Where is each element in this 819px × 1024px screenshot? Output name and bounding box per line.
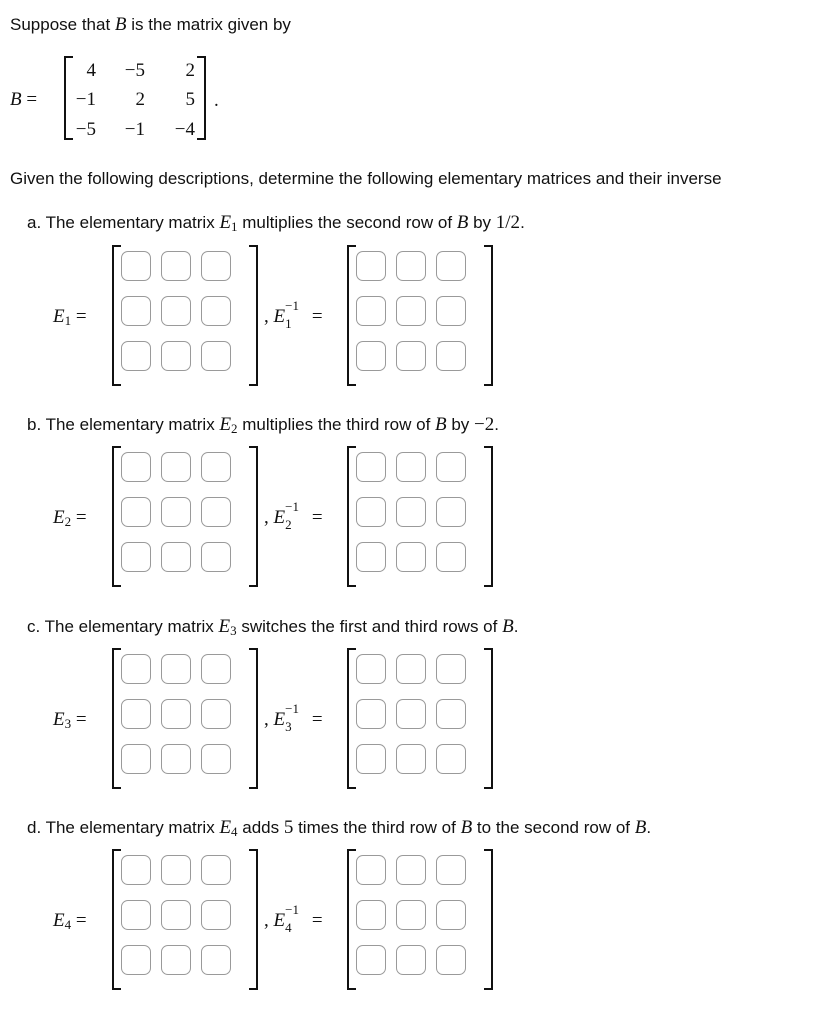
matrix-subscript: 3 xyxy=(64,716,72,731)
comma: , xyxy=(264,306,274,327)
comma: , xyxy=(264,910,274,931)
part-c-E-entry-input[interactable] xyxy=(121,654,151,684)
part-text: . xyxy=(494,415,499,434)
matrix-symbol: E xyxy=(53,306,65,327)
equals-sign: = xyxy=(71,709,87,730)
part-a-E-inverse-entry-input[interactable] xyxy=(356,296,386,326)
part-b-E-entry-input[interactable] xyxy=(121,497,151,527)
part-c-E-entry-input[interactable] xyxy=(161,654,191,684)
part-c-E-left-bracket xyxy=(112,648,121,789)
part-d-E-entry-input[interactable] xyxy=(201,855,231,885)
part-a-E-entry-input[interactable] xyxy=(121,296,151,326)
part-d-E-entry-input[interactable] xyxy=(201,945,231,975)
part-b-E-inverse-right-bracket xyxy=(484,446,493,587)
part-d-E-inverse-right-bracket xyxy=(484,849,493,990)
part-c-E-entry-input[interactable] xyxy=(201,699,231,729)
matrix-subscript: 2 xyxy=(231,421,238,436)
part-d-E-inverse-entry-input[interactable] xyxy=(436,900,466,930)
part-text: times the third row of xyxy=(293,818,461,837)
matrix-subscript: 2 xyxy=(64,514,72,529)
part-c-E-inverse-entry-input[interactable] xyxy=(436,654,466,684)
equals-sign: = xyxy=(307,709,323,730)
part-d-E-inverse-entry-input[interactable] xyxy=(396,900,426,930)
matrix-subscript: 3 xyxy=(230,623,237,638)
part-d-E-entry-input[interactable] xyxy=(201,900,231,930)
part-c-E-label xyxy=(53,709,87,732)
matrix-symbol: B xyxy=(456,212,469,233)
part-a-E-entry-input[interactable] xyxy=(121,251,151,281)
part-text: . xyxy=(513,617,519,636)
part-a-E-entry-input[interactable] xyxy=(201,296,231,326)
part-c-E-entry-input[interactable] xyxy=(201,654,231,684)
part-text: to the second row of xyxy=(472,818,635,837)
part-c-E-inverse-entry-input[interactable] xyxy=(396,699,426,729)
matrix-symbol: $E_3$ xyxy=(218,616,237,638)
part-c-E-entry-input[interactable] xyxy=(201,744,231,774)
part-b-E-left-bracket xyxy=(112,446,121,587)
part-a-E-inverse-entry-input[interactable] xyxy=(436,296,466,326)
part-text: a. The elementary matrix xyxy=(27,213,220,232)
part-c-E-entry-input[interactable] xyxy=(121,699,151,729)
part-b-E-inverse-entry-input[interactable] xyxy=(356,452,386,482)
part-b-E-entry-input[interactable] xyxy=(161,452,191,482)
matrix-B-cell: 5 xyxy=(185,89,195,110)
matrix-subscript: 4 xyxy=(64,917,72,932)
part-b-E-entry-input[interactable] xyxy=(121,542,151,572)
sub-sup-stack xyxy=(285,902,307,935)
part-d-E-inverse-entry-input[interactable] xyxy=(356,900,386,930)
intro-B: B xyxy=(114,14,127,35)
part-c-E-inverse-right-bracket xyxy=(484,648,493,789)
part-text: d. The elementary matrix xyxy=(27,818,220,837)
part-c-E-inverse-entry-input[interactable] xyxy=(356,744,386,774)
inverse-subscript: 1 xyxy=(285,316,292,331)
intro-prefix: Suppose that xyxy=(10,15,115,34)
matrix-B-cell: 2 xyxy=(185,60,195,81)
matrix-subscript: 1 xyxy=(231,219,238,234)
part-text: by xyxy=(468,213,496,232)
intro-text xyxy=(10,14,291,36)
inverse-subscript: 4 xyxy=(285,920,292,935)
equals-sign: = xyxy=(71,507,87,528)
inverse-superscript: −1 xyxy=(285,499,299,514)
inverse-superscript: −1 xyxy=(285,701,299,716)
matrix-B-cell: 2 xyxy=(135,89,145,110)
inverse-subscript: 2 xyxy=(285,517,292,532)
matrix-subscript: 4 xyxy=(231,824,238,839)
part-text: multiplies the third row of xyxy=(237,415,436,434)
sub-sup-stack xyxy=(285,701,307,734)
part-a-E-inverse-entry-input[interactable] xyxy=(396,296,426,326)
part-c-E-inverse-entry-input[interactable] xyxy=(436,699,466,729)
part-b-description xyxy=(27,414,499,437)
part-c-description xyxy=(27,616,518,639)
comma: , xyxy=(264,709,274,730)
matrix-B-cell: −1 xyxy=(75,89,96,110)
part-b-E-entry-input[interactable] xyxy=(161,542,191,572)
part-a-E-inverse-entry-input[interactable] xyxy=(436,251,466,281)
sub-sup-stack xyxy=(285,499,307,532)
part-b-E-entry-input[interactable] xyxy=(121,452,151,482)
matrix-B-cell: −5 xyxy=(124,60,145,81)
inverse-subscript: 3 xyxy=(285,719,292,734)
matrix-symbol: B xyxy=(435,414,447,435)
part-b-E-inverse-entry-input[interactable] xyxy=(436,542,466,572)
matrix-symbol: $E_4$ xyxy=(219,817,238,839)
equals-sign: = xyxy=(71,910,87,931)
part-d-E-right-bracket xyxy=(249,849,258,990)
part-b-E-inverse-entry-input[interactable] xyxy=(396,452,426,482)
part-a-E-left-bracket xyxy=(112,245,121,386)
part-b-E-inverse-entry-input[interactable] xyxy=(396,497,426,527)
matrix-B-cell: 4 xyxy=(86,60,96,81)
part-a-E-entry-input[interactable] xyxy=(161,296,191,326)
part-a-E-right-bracket xyxy=(249,245,258,386)
part-c-E-inverse-entry-input[interactable] xyxy=(436,744,466,774)
part-a-E-inverse-right-bracket xyxy=(484,245,493,386)
part-a-E-entry-input[interactable] xyxy=(161,251,191,281)
matrix-symbol: E xyxy=(273,709,286,730)
part-b-E-inverse-left-bracket xyxy=(347,446,356,587)
part-d-E-inverse-entry-input[interactable] xyxy=(436,945,466,975)
part-c-E-inverse-entry-input[interactable] xyxy=(356,654,386,684)
part-a-E-inverse-entry-input[interactable] xyxy=(436,341,466,371)
part-b-E-inverse-entry-input[interactable] xyxy=(356,497,386,527)
part-d-description xyxy=(27,817,651,840)
matrix-B-period: . xyxy=(214,90,219,111)
part-d-E-entry-input[interactable] xyxy=(121,855,151,885)
part-d-E-inverse-label xyxy=(264,902,323,935)
math-value: 5 xyxy=(283,817,294,838)
part-d-E-inverse-entry-input[interactable] xyxy=(356,855,386,885)
part-b-E-inverse-entry-input[interactable] xyxy=(436,452,466,482)
part-d-E-entry-input[interactable] xyxy=(161,855,191,885)
part-c-E-inverse-entry-input[interactable] xyxy=(396,744,426,774)
matrix-symbol: $E_2$ xyxy=(219,414,238,436)
matrix-symbol: B xyxy=(502,616,514,637)
matrix-symbol: E xyxy=(53,507,65,528)
part-b-E-inverse-entry-input[interactable] xyxy=(356,542,386,572)
part-d-E-inverse-left-bracket xyxy=(347,849,356,990)
part-d-E-inverse-entry-input[interactable] xyxy=(396,945,426,975)
part-a-E-entry-input[interactable] xyxy=(201,251,231,281)
part-a-E-inverse-left-bracket xyxy=(347,245,356,386)
part-a-E-inverse-label xyxy=(264,298,323,331)
part-c-E-entry-input[interactable] xyxy=(121,744,151,774)
part-b-E-entry-input[interactable] xyxy=(161,497,191,527)
part-text: by xyxy=(446,415,475,434)
comma: , xyxy=(264,507,274,528)
part-b-E-inverse-entry-input[interactable] xyxy=(436,497,466,527)
part-d-E-inverse-entry-input[interactable] xyxy=(356,945,386,975)
math-value: 1/2 xyxy=(495,212,521,233)
equals-sign: = xyxy=(71,306,87,327)
part-b-E-entry-input[interactable] xyxy=(201,497,231,527)
part-c-E-inverse-left-bracket xyxy=(347,648,356,789)
part-text: c. The elementary matrix xyxy=(27,617,219,636)
part-a-description xyxy=(27,212,525,235)
part-d-E-inverse-entry-input[interactable] xyxy=(436,855,466,885)
part-a-E-entry-input[interactable] xyxy=(121,341,151,371)
part-c-E-inverse-entry-input[interactable] xyxy=(396,654,426,684)
equals-sign: = xyxy=(307,910,323,931)
math-value: −2 xyxy=(474,414,495,435)
part-b-E-entry-input[interactable] xyxy=(201,452,231,482)
matrix-B-cell: −5 xyxy=(75,119,96,140)
part-b-E-entry-input[interactable] xyxy=(201,542,231,572)
matrix-symbol: E xyxy=(273,507,286,528)
part-text: . xyxy=(520,213,525,232)
part-b-E-right-bracket xyxy=(249,446,258,587)
part-b-E-inverse-label xyxy=(264,499,323,532)
part-a-E-entry-input[interactable] xyxy=(161,341,191,371)
part-d-E-entry-input[interactable] xyxy=(121,900,151,930)
inverse-superscript: −1 xyxy=(285,298,299,313)
part-a-E-label xyxy=(53,306,87,329)
part-text: b. The elementary matrix xyxy=(27,415,220,434)
matrix-symbol: E xyxy=(53,910,65,931)
matrix-symbol: E xyxy=(53,709,65,730)
part-text: . xyxy=(646,818,652,837)
part-text: adds xyxy=(237,818,284,837)
matrix-B-right-bracket xyxy=(197,56,206,140)
part-a-E-inverse-entry-input[interactable] xyxy=(396,341,426,371)
equals-sign: = xyxy=(307,507,323,528)
part-d-E-entry-input[interactable] xyxy=(121,945,151,975)
part-text: switches the first and third rows of xyxy=(236,617,503,636)
matrix-subscript: 1 xyxy=(64,313,72,328)
matrix-B-cell: −4 xyxy=(174,119,195,140)
part-a-E-entry-input[interactable] xyxy=(201,341,231,371)
part-d-E-left-bracket xyxy=(112,849,121,990)
sub-sup-stack xyxy=(285,298,307,331)
part-a-E-inverse-entry-input[interactable] xyxy=(396,251,426,281)
matrix-B-label: B = xyxy=(10,89,38,110)
part-d-E-entry-input[interactable] xyxy=(161,945,191,975)
matrix-symbol: $E_1$ xyxy=(219,212,238,234)
part-a-E-inverse-entry-input[interactable] xyxy=(356,341,386,371)
instructions-text: Given the following descriptions, determine the following elementary matrices and their inverse xyxy=(10,169,722,188)
part-c-E-inverse-entry-input[interactable] xyxy=(356,699,386,729)
part-b-E-label xyxy=(53,507,87,530)
part-c-E-right-bracket xyxy=(249,648,258,789)
matrix-symbol: B xyxy=(634,817,647,838)
matrix-symbol: E xyxy=(273,910,286,931)
part-b-E-inverse-entry-input[interactable] xyxy=(396,542,426,572)
part-d-E-label xyxy=(53,910,87,933)
part-c-E-entry-input[interactable] xyxy=(161,744,191,774)
part-c-E-inverse-label xyxy=(264,701,323,734)
matrix-symbol: E xyxy=(273,306,286,327)
matrix-symbol: B xyxy=(460,817,473,838)
part-a-E-inverse-entry-input[interactable] xyxy=(356,251,386,281)
part-d-E-entry-input[interactable] xyxy=(161,900,191,930)
inverse-superscript: −1 xyxy=(285,902,299,917)
equals-sign: = xyxy=(307,306,323,327)
part-c-E-entry-input[interactable] xyxy=(161,699,191,729)
part-d-E-inverse-entry-input[interactable] xyxy=(396,855,426,885)
intro-suffix: is the matrix given by xyxy=(126,15,291,34)
part-text: multiplies the second row of xyxy=(237,213,457,232)
matrix-B-cell: −1 xyxy=(124,119,145,140)
